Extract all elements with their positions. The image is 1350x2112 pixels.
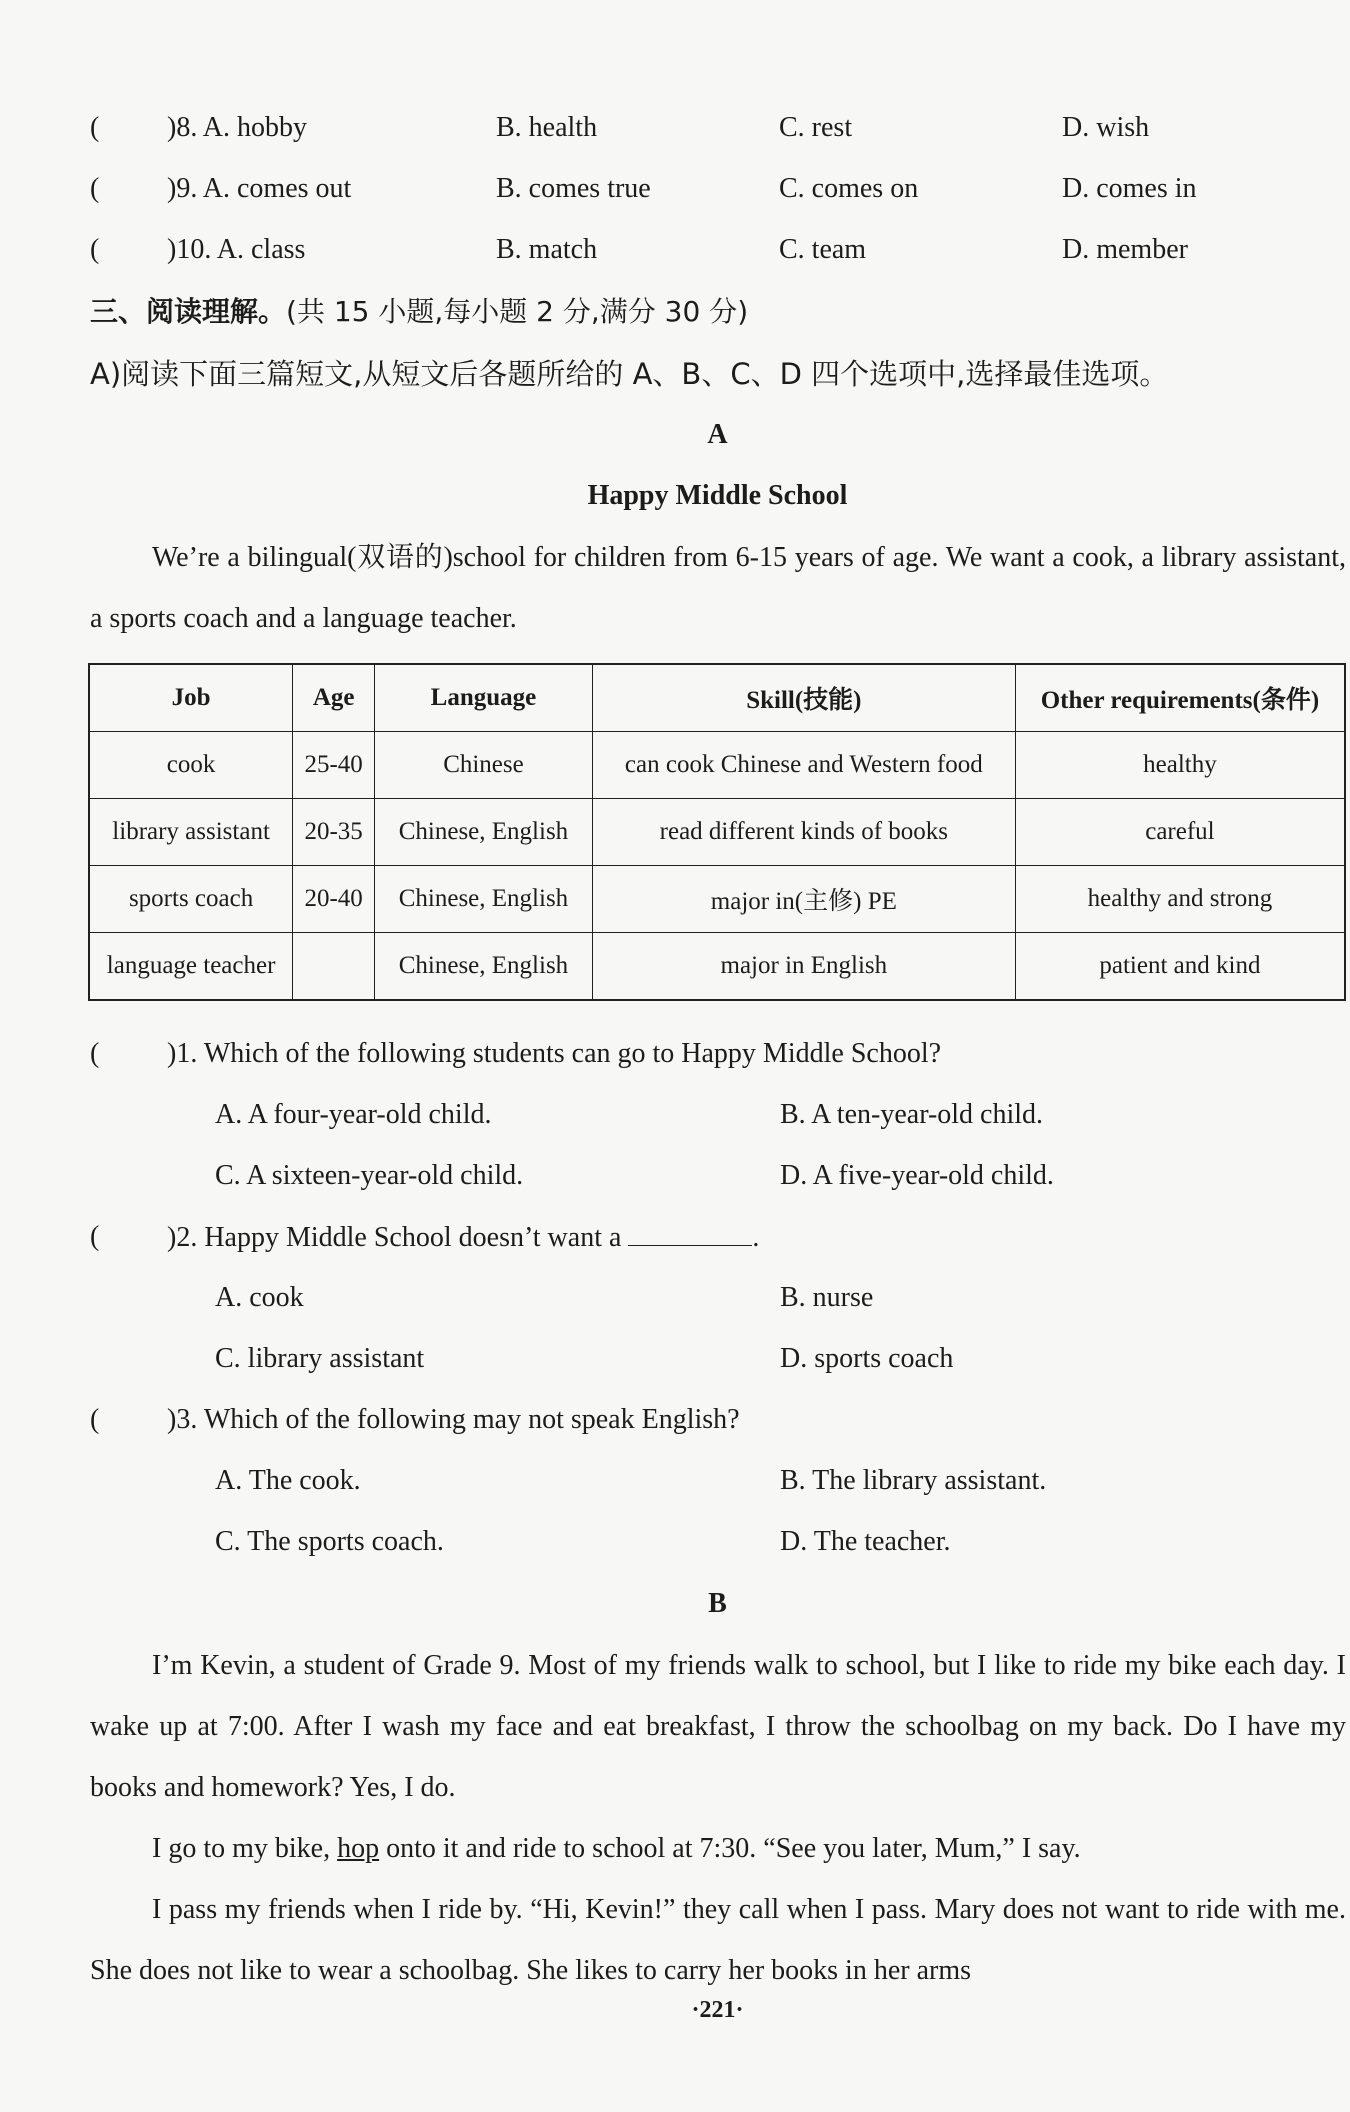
- table-cell: major in(主修) PE: [592, 866, 1015, 933]
- table-cell: cook: [89, 732, 293, 799]
- q8-option-d: D. wish: [1062, 112, 1150, 143]
- passage-a-title: Happy Middle School: [587, 480, 848, 511]
- header-job: Job: [89, 664, 293, 732]
- header-skill: Skill(技能): [592, 664, 1015, 732]
- passage-b-paragraph-2: [90, 1818, 1346, 1879]
- table-cell: healthy: [1015, 732, 1345, 799]
- passage-b-paragraph-3: I pass my friends when I ride by. “Hi, Kevin!” they call when I pass. Mary does not want to ride with me. She does not like to wear a schoolbag. She likes to carry her books in her arms: [90, 1894, 1346, 1986]
- question-2-option-a: A. cook: [215, 1282, 304, 1313]
- answer-paren: (: [90, 173, 100, 204]
- header-language: Language: [375, 664, 593, 732]
- table-cell: major in English: [592, 933, 1015, 1001]
- reading-instruction: A)阅读下面三篇短文,从短文后各题所给的 A、B、C、D 四个选项中,选择最佳选项。: [90, 357, 1169, 391]
- table-cell: healthy and strong: [1015, 866, 1345, 933]
- question-1-option-a: A. A four-year-old child.: [215, 1099, 492, 1130]
- question-2-option-c: C. library assistant: [215, 1343, 425, 1374]
- answer-paren: (: [90, 112, 100, 143]
- paragraph-2-end: onto it and ride to school at 7:30. “See you later, Mum,” I say.: [379, 1833, 1081, 1864]
- table-header-row: [89, 664, 1345, 732]
- passage-a-text: We’re a bilingual(双语的)school for children from 6-15 years of age. We want a cook, a library assistant, a sports coach and a language teacher.: [90, 542, 1346, 634]
- table-row: [89, 799, 1345, 866]
- question-3-stem: )3. Which of the following may not speak English?: [167, 1404, 740, 1435]
- question-1-stem: )1. Which of the following students can go to Happy Middle School?: [167, 1038, 942, 1069]
- header-age: Age: [293, 664, 375, 732]
- table-cell: sports coach: [89, 866, 293, 933]
- q10-option-b: B. match: [496, 234, 598, 265]
- q9-option-b: B. comes true: [496, 173, 651, 204]
- table-cell: 20-35: [293, 799, 375, 866]
- q8-option-c: C. rest: [779, 112, 853, 143]
- q9-option-d: D. comes in: [1062, 173, 1197, 204]
- q10-option-d: D. member: [1062, 234, 1188, 265]
- q9-option-c: C. comes on: [779, 173, 919, 204]
- table-cell: 25-40: [293, 732, 375, 799]
- table-cell: language teacher: [89, 933, 293, 1001]
- passage-a-label: A: [707, 419, 728, 450]
- jobs-table: [88, 663, 1346, 1001]
- table-row: [89, 866, 1345, 933]
- question-1-option-c: C. A sixteen-year-old child.: [215, 1160, 524, 1191]
- passage-b-label: B: [708, 1588, 727, 1619]
- section-heading: [90, 292, 748, 332]
- section-score-note: (共 15 小题,每小题 2 分,满分 30 分): [286, 295, 749, 328]
- table-cell: Chinese, English: [375, 799, 593, 866]
- question-3-option-b: B. The library assistant.: [780, 1465, 1047, 1496]
- question-1-option-b: B. A ten-year-old child.: [780, 1099, 1044, 1130]
- page-number: ·221·: [691, 1997, 744, 2023]
- q8-option-a: )8. A. hobby: [167, 112, 307, 143]
- answer-paren: (: [90, 1221, 100, 1252]
- question-2-stem: )2. Happy Middle School doesn’t want a: [167, 1222, 622, 1253]
- q10-option-a: )10. A. class: [167, 234, 306, 265]
- table-cell: patient and kind: [1015, 933, 1345, 1001]
- question-3-option-d: D. The teacher.: [780, 1526, 951, 1557]
- question-2-stem-line: )2. Happy Middle School doesn’t want a .: [167, 1217, 759, 1258]
- table-cell: 20-40: [293, 866, 375, 933]
- underlined-word: hop: [337, 1833, 380, 1864]
- question-1-option-d: D. A five-year-old child.: [780, 1160, 1054, 1191]
- answer-paren: (: [90, 1404, 100, 1435]
- table-cell: [293, 933, 375, 1001]
- table-row: [89, 732, 1345, 799]
- paragraph-2-start: I go to my bike,: [152, 1833, 338, 1864]
- answer-paren: (: [90, 1038, 100, 1069]
- answer-blank: [628, 1217, 752, 1246]
- table-cell: read different kinds of books: [592, 799, 1015, 866]
- q10-option-c: C. team: [779, 234, 867, 265]
- table-cell: can cook Chinese and Western food: [592, 732, 1015, 799]
- answer-paren: (: [90, 234, 100, 265]
- question-2-option-d: D. sports coach: [780, 1343, 954, 1374]
- question-3-option-c: C. The sports coach.: [215, 1526, 444, 1557]
- table-cell: Chinese: [375, 732, 593, 799]
- table-cell: Chinese, English: [375, 933, 593, 1001]
- table-cell: careful: [1015, 799, 1345, 866]
- header-other-requirements: Other requirements(条件): [1015, 664, 1345, 732]
- passage-b-paragraph-1: I’m Kevin, a student of Grade 9. Most of my friends walk to school, but I like to ride my bike each day. I wake up at 7:00. After I wash my face and eat breakfast, I throw the schoolbag on my back. Do I have my books and homework? Yes, I do.: [90, 1650, 1346, 1803]
- q9-option-a: )9. A. comes out: [167, 173, 352, 204]
- question-2-option-b: B. nurse: [780, 1282, 874, 1313]
- question-3-option-a: A. The cook.: [215, 1465, 361, 1496]
- q8-option-b: B. health: [496, 112, 598, 143]
- section-title: 三、阅读理解。: [90, 295, 287, 328]
- table-cell: Chinese, English: [375, 866, 593, 933]
- table-row: [89, 933, 1345, 1001]
- table-cell: library assistant: [89, 799, 293, 866]
